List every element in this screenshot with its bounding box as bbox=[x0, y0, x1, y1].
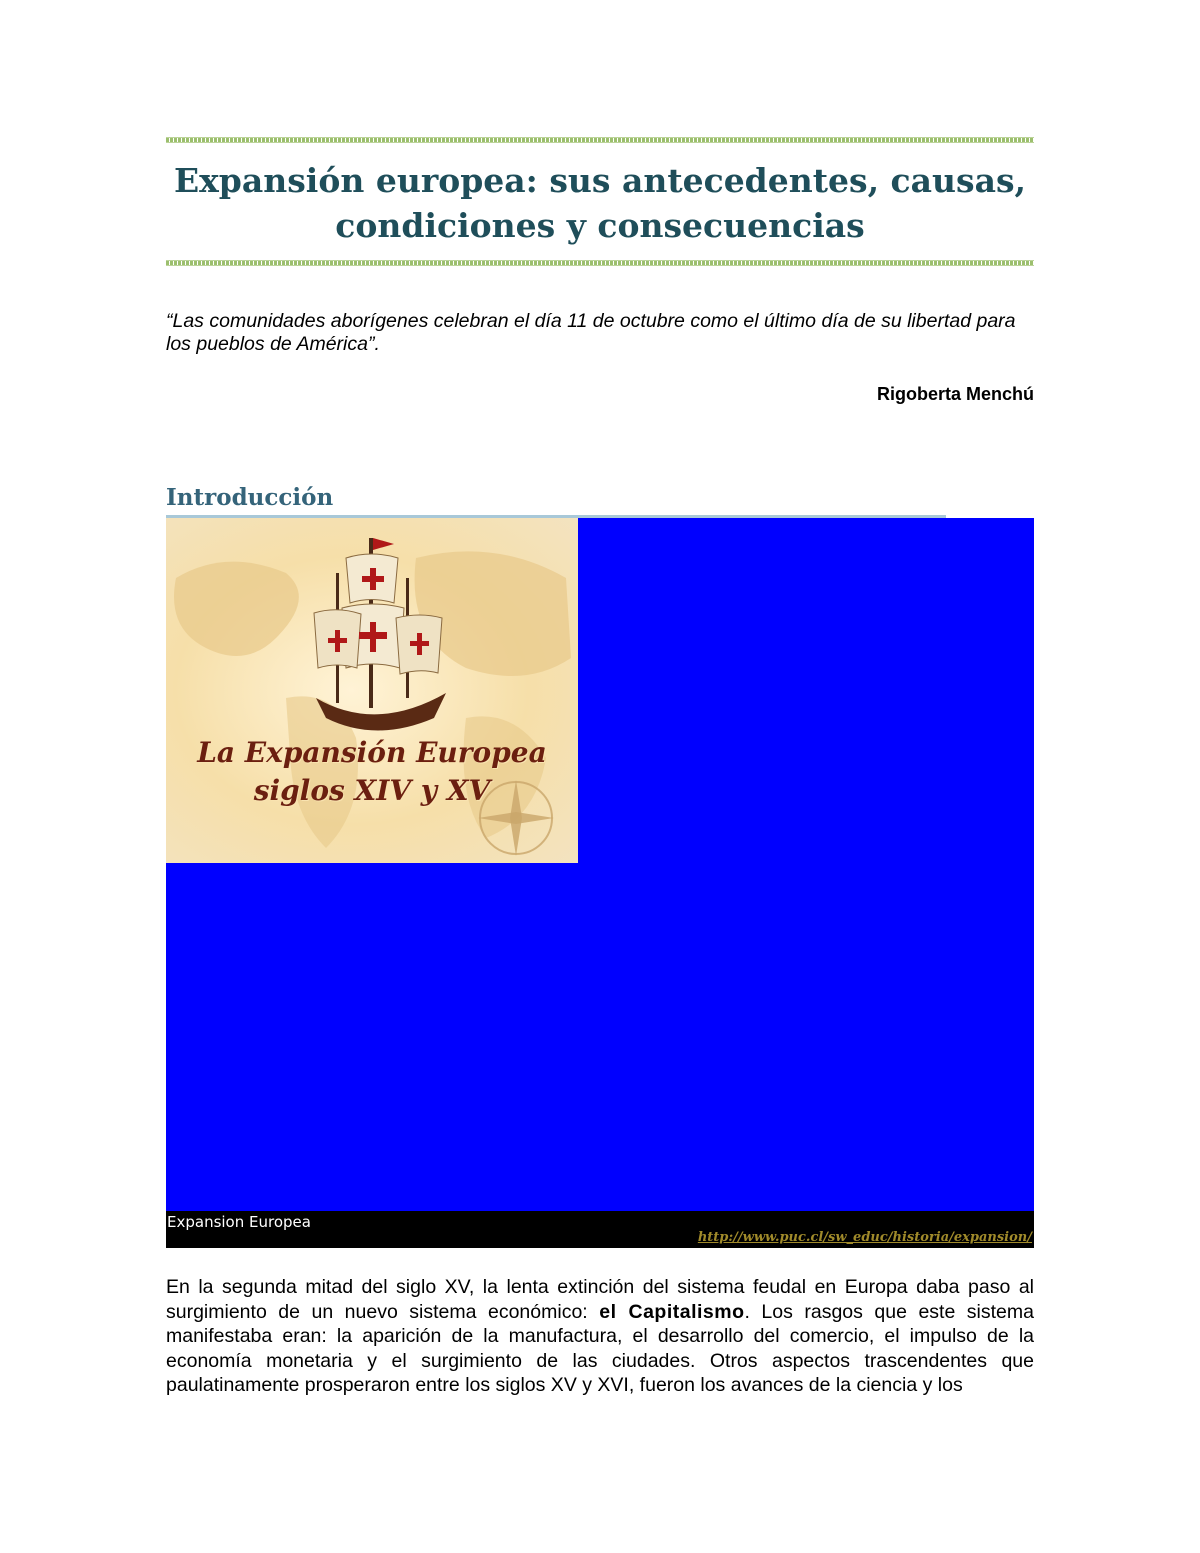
quote-author: Rigoberta Menchú bbox=[876, 384, 1034, 404]
paragraph-text-after: . Los rasgos que este sistema manifestaba eran: la aparición de la manufactura, el desarrollo del comercio, el impulso de la economía monetaria y el surgimiento de las ciudades. Otros aspectos trascendentes que paulatinamente prosperaron entre los siglos XV y XVI, fueron los avances de la ciencia y los bbox=[166, 1300, 1034, 1396]
source-link[interactable]: http://www.puc.cl/sw_educ/historia/expansion/ bbox=[697, 1230, 1032, 1245]
paragraph-text-before: En la segunda mitad del siglo XV, la lenta extinción del sistema feudal en Europa daba paso al surgimiento de un nuevo sistema económico: bbox=[166, 1276, 1034, 1323]
section-heading: Introducción bbox=[166, 484, 334, 511]
ship-map-illustration bbox=[166, 518, 578, 863]
paragraph-bold-term: el Capitalismo bbox=[599, 1300, 745, 1323]
media-caption-title: Expansion Europea bbox=[167, 1213, 311, 1231]
intro-paragraph bbox=[166, 1275, 1034, 1398]
title-rule-bottom bbox=[166, 260, 1034, 266]
media-caption-bar bbox=[166, 1211, 1034, 1248]
expansion-banner-image bbox=[166, 518, 578, 863]
epigraph-quote: “Las comunidades aborígenes celebran el día 11 de octubre como el último día de su libertad para los pueblos de América”. bbox=[166, 310, 1016, 355]
banner-title-line1: La Expansión Europea bbox=[197, 736, 547, 769]
banner-title-line2: siglos XIV y XV bbox=[253, 774, 491, 807]
embedded-media[interactable] bbox=[166, 518, 1034, 1211]
page-title: Expansión europea: sus antecedentes, causas, condiciones y consecuencias bbox=[173, 161, 1027, 245]
title-rule-top bbox=[166, 137, 1034, 143]
